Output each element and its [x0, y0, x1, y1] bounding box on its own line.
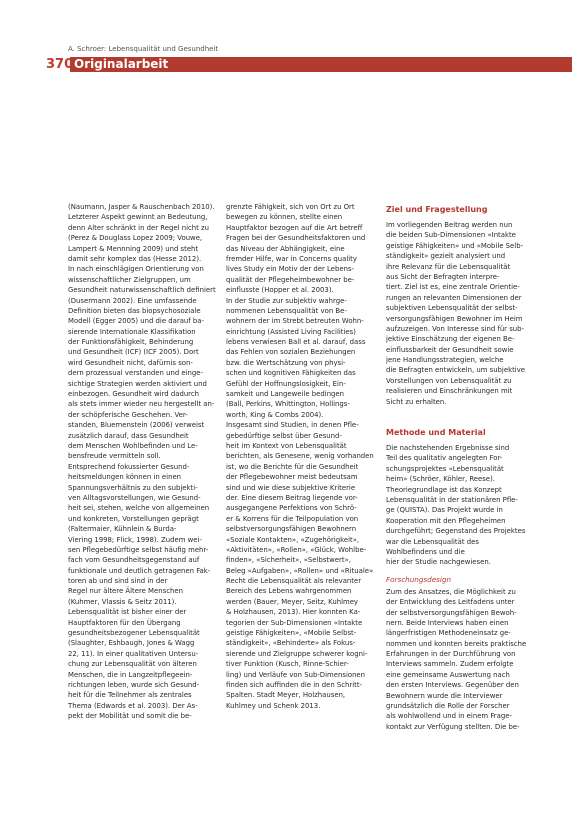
- text-line: worth, King & Combs 2004).: [226, 410, 324, 419]
- text-line: Thema (Edwards et al. 2003). Der As-: [68, 701, 198, 710]
- text-line: sichtige Strategien werden aktiviert und: [68, 379, 207, 388]
- text-line: Entsprechend fokussierter Gesund-: [68, 462, 190, 471]
- text-line: Menschen, die in Langzeitpflegeein-: [68, 670, 193, 679]
- text-line: einflusste (Hopper et al. 2003).: [226, 286, 334, 295]
- text-line: Bewohnern wurde die Interviewer: [386, 691, 503, 700]
- text-line: geistige Fähigkeiten» und «Mobile Selb-: [386, 241, 524, 250]
- text-line: der. Eine diesem Beitrag liegende vor-: [226, 493, 358, 502]
- text-line: zusätzlich darauf, dass Gesundheit: [68, 431, 189, 440]
- research-design-paragraph: [386, 587, 534, 732]
- text-line: (Faltermaier, Kühnlein & Burda-: [68, 525, 177, 534]
- text-line: die Befragten entwickeln, um subjektive: [386, 366, 526, 375]
- text-line: gesundheitsbezogener Lebensqualität: [68, 629, 200, 638]
- text-line: (Naumann, Jasper & Rauschenbach 2010).: [68, 203, 215, 211]
- running-head: A. Schroer: Lebensqualität und Gesundheit: [68, 45, 219, 53]
- text-line: ständigkeit» gezielt analysiert und: [386, 252, 506, 261]
- text-line: Teil des qualitativ angelegten For-: [386, 454, 503, 463]
- text-line: Bereich des Lebens wahrgenommen: [226, 587, 352, 596]
- text-line: rungen an relevanten Dimensionen der: [386, 293, 522, 302]
- text-line: wohnern der im Strebt betreuten Wohn-: [226, 317, 364, 326]
- text-line: fremder Hilfe, war in Concerns quality: [226, 254, 357, 263]
- text-line: ge (QUISTA). Das Projekt wurde in: [386, 506, 503, 515]
- text-line: nommen und konnten bereits praktische: [386, 639, 527, 648]
- text-line: Kooperation mit den Pflegeheimen: [386, 516, 506, 525]
- text-line: der selbstversorgungsfähigen Bewoh-: [386, 608, 517, 617]
- text-line: «Aktivitäten», «Rollen», «Glück, Wohlbe-: [226, 545, 367, 554]
- text-line: war die Lebensqualität des: [386, 537, 479, 546]
- text-line: grenzte Fähigkeit, sich von Ort zu Ort: [226, 203, 355, 211]
- text-line: ständigkeit», «Behinderte» als Fokus-: [226, 639, 356, 648]
- text-line: heitsmeldungen können in einen: [68, 473, 182, 482]
- text-line: Spalten. Stadt Meyer, Holzhausen,: [226, 691, 346, 700]
- text-line: bensfreude vermitteln soll.: [68, 452, 161, 461]
- text-line: Kuhlmey und Schenk 2013.: [226, 701, 321, 710]
- goal-paragraph: [386, 220, 534, 407]
- text-line: eine gemeinsame Auswertung nach: [386, 670, 510, 679]
- text-line: ling) und Verläufe von Sub-Dimensionen: [226, 670, 366, 679]
- text-column-2: [226, 202, 376, 711]
- text-line: fach vom Gesundheitsgegenstand auf: [68, 556, 200, 565]
- text-line: durchgeführt; Gegenstand des Projektes: [386, 527, 526, 536]
- text-line: pekt der Mobilität und somit die be-: [68, 712, 192, 721]
- text-line: ihre Relevanz für die Lebensqualität: [386, 262, 511, 271]
- text-line: gebedürftige selbst über Gesund-: [226, 431, 342, 440]
- text-line: sierende Internationale Klassifikation: [68, 327, 196, 336]
- text-line: Wohlbefindens und die: [386, 547, 465, 556]
- text-line: jektive Einschätzung der eigenen Be-: [386, 335, 515, 344]
- text-line: heim» (Schröer, Köhler, Reese).: [386, 475, 495, 484]
- text-line: tiert. Ziel ist es, eine zentrale Orientie-: [386, 283, 520, 292]
- text-line: lebens verwiesen Ball et al. darauf, dass: [226, 338, 366, 347]
- text-line: kontakt zur Verfügung stellten. Die be-: [386, 722, 520, 731]
- text-line: samkeit und Langeweile bedingen: [226, 390, 345, 399]
- text-line: sind und wie diese subjektive Kriterie: [226, 483, 356, 492]
- text-line: Beleg «Aufgaben», «Rollen» und «Rituale»: [226, 566, 374, 575]
- text-line: selbstversorgungsfähigen Bewohnern: [226, 525, 357, 534]
- text-line: finden sich auffinden die in den Schritt-: [226, 680, 363, 689]
- text-line: Gesundheit naturwissenschaftlich definiert: [68, 286, 216, 295]
- text-line: versorgungsfähigen Bewohner im Heim: [386, 314, 523, 323]
- text-line: heit sei, stehen, welche von allgemeinen: [68, 504, 210, 513]
- text-column-3: [386, 202, 534, 732]
- text-line: chung zur Lebensqualität von älteren: [68, 660, 197, 669]
- text-line: toren ab und sind sind in der: [68, 577, 168, 586]
- text-line: bzw. die Wertschätzung von physi-: [226, 358, 346, 367]
- text-line: Letzterer Aspekt gewinnt an Bedeutung,: [68, 213, 208, 222]
- text-line: der schöpferische Geschehen. Ver-: [68, 410, 188, 419]
- text-line: Hauptfaktor bezogen auf die Art betreff: [226, 223, 363, 232]
- method-paragraph: [386, 443, 534, 568]
- text-line: als stets immer wieder neu hergestellt an-: [68, 400, 215, 409]
- text-line: Im vorliegenden Beitrag werden nun: [386, 221, 513, 229]
- text-line: (Dusermann 2002). Eine umfassende: [68, 296, 197, 305]
- text-line: aus Sicht der Befragten interpre-: [386, 272, 500, 281]
- text-line: Spannungsverhältnis zu den subjekti-: [68, 483, 198, 492]
- text-line: werden (Bauer, Meyer, Seitz, Kuhlmey: [226, 597, 359, 606]
- text-line: finden», «Sicherheit», «Selbstwert»,: [226, 556, 351, 565]
- text-line: damit sehr komplex das (Hesse 2012).: [68, 254, 202, 263]
- text-line: berichten, als Genesene, wenig vorhanden: [226, 452, 374, 461]
- text-line: das Fehlen von sozialen Beziehungen: [226, 348, 356, 357]
- text-line: denn Alter schränkt in der Regel nicht zu: [68, 223, 210, 232]
- text-line: Interviews sammeln. Zudem erfolgte: [386, 660, 514, 669]
- text-line: Erfahrungen in der Durchführung von: [386, 650, 516, 659]
- text-line: (Kuhmer, Vlassis & Seitz 2011).: [68, 597, 177, 606]
- text-line: der Entwicklung des Leitfadens unter: [386, 598, 515, 607]
- text-line: heit für die Teilnehmer als zentrales: [68, 691, 192, 700]
- text-line: ist, wo die Berichte für die Gesundheit: [226, 462, 359, 471]
- text-line: In der Studie zur subjektiv wahrge-: [226, 296, 347, 305]
- text-line: qualität der Pflegeheimbewohner be-: [226, 275, 355, 284]
- text-line: heit im Kontext von Lebensqualität: [226, 441, 347, 450]
- text-line: Recht die Lebensqualität als relevanter: [226, 577, 362, 586]
- text-line: Lebensqualität in der stationären Pfle-: [386, 495, 518, 504]
- text-line: einrichtung (Assisted Living Facilities): [226, 327, 356, 336]
- text-line: Lebensqualität ist bisher einer der: [68, 608, 187, 617]
- text-line: und konkreten, Vorstellungen geprägt: [68, 514, 199, 523]
- text-line: als wohlwollend und in einem Frage-: [386, 712, 512, 721]
- section-label: Originalarbeit: [74, 57, 169, 71]
- text-line: standen, Bluemenstein (2006) verweist: [68, 421, 205, 430]
- subheading-research-design: Forschungsdesign: [386, 574, 451, 584]
- text-line: Theoriegrundlage ist das Konzept: [386, 485, 502, 494]
- text-line: sen Pflegebedürftige selbst häufig mehr-: [68, 545, 209, 554]
- text-line: Gefühl der Hoffnungslosigkeit, Ein-: [226, 379, 346, 388]
- text-line: In nach einschlägigen Orientierung von: [68, 265, 204, 274]
- text-line: die beiden Sub-Dimensionen «Intakte: [386, 231, 516, 240]
- text-line: tegorien der Sub-Dimensionen «Intakte: [226, 618, 363, 627]
- text-line: Hauptfaktoren für den Übergang: [68, 618, 181, 627]
- text-line: den ersten Interviews. Gegenüber den: [386, 681, 519, 690]
- text-line: aufzuzeigen. Von Interesse sind für sub-: [386, 324, 525, 333]
- text-line: einflussbarkeit der Gesundheit sowie: [386, 345, 514, 354]
- text-line: tiver Funktion (Kusch, Rinne-Schier-: [226, 660, 349, 669]
- text-column-1: [68, 202, 218, 722]
- text-line: Die nachstehenden Ergebnisse sind: [386, 444, 510, 453]
- text-line: Fragen bei der Gesundheitsfaktoren und: [226, 234, 366, 243]
- text-line: Sicht zu erhalten.: [386, 397, 447, 406]
- text-line: wird Gesundheit nicht, dafürnis son-: [68, 358, 193, 367]
- section-heading-method: Methode und Material: [386, 428, 486, 438]
- text-line: Insgesamt sind Studien, in denen Pfle-: [226, 421, 359, 430]
- text-line: (Ball, Perkins, Whittington, Hollings-: [226, 400, 350, 409]
- text-line: schungsprojektes «Lebensqualität: [386, 464, 504, 473]
- text-line: dem Menschen Wohlbefinden und Le-: [68, 441, 198, 450]
- text-line: lives Study ein Motiv der der Lebens-: [226, 265, 355, 274]
- text-line: Definition bieten das biopsychosoziale: [68, 306, 201, 315]
- text-line: subjektiven Lebensqualität der selbst-: [386, 304, 518, 313]
- text-line: wissenschaftlicher Zielgruppen, um: [68, 275, 191, 284]
- text-line: Lampert & Mennning 2009) und steht: [68, 244, 199, 253]
- text-line: nern. Beide Interviews haben einen: [386, 618, 509, 627]
- text-line: Viering 1998; Flick, 1998). Zudem wei-: [68, 535, 202, 544]
- text-line: der Funktionsfähigkeit, Behinderung: [68, 338, 194, 347]
- text-line: richtungen leben, wurde sich Gesund-: [68, 680, 200, 689]
- text-line: geistige Fähigkeiten», «Mobile Selbst-: [226, 629, 357, 638]
- text-line: «Soziale Kontakten», «Zugehörigkeit»,: [226, 535, 360, 544]
- text-line: hier der Studie nachgewiesen.: [386, 558, 491, 567]
- text-line: das Niveau der Abhängigkeit, eine: [226, 244, 345, 253]
- text-line: (Perez & Douglass Lopez 2009; Vouwe,: [68, 234, 203, 243]
- text-line: ausgegangene Perfektions von Schrö-: [226, 504, 357, 513]
- text-line: (Slaughter, Eshbaugh, Jones & Wagg: [68, 639, 195, 648]
- text-line: & Holzhausen, 2013). Hier konnten Ka-: [226, 608, 361, 617]
- text-line: funktionale und deutlich getragenen Fak-: [68, 566, 211, 575]
- text-line: ven Alltagsvorstellungen, wie Gesund-: [68, 493, 201, 502]
- text-line: grundsätzlich die Rolle der Forscher: [386, 702, 510, 711]
- text-line: längerfristigen Methodeneinsatz ge-: [386, 629, 511, 638]
- text-line: sierende und Zielgruppe schwerer kogni-: [226, 649, 368, 658]
- text-line: dern prozessual verstanden und einge-: [68, 369, 204, 378]
- text-line: der Pflegebewohner meist bedeutsam: [226, 473, 358, 482]
- text-line: bewegen zu können, stellte einen: [226, 213, 343, 222]
- text-line: 22, 11). In einer qualitativen Untersu-: [68, 649, 199, 658]
- text-line: realisieren und Einschränkungen mit: [386, 387, 513, 396]
- text-line: schen und kognitiven Fähigkeiten das: [226, 369, 356, 378]
- text-line: er & Korrens für die Teilpopulation von: [226, 514, 359, 523]
- text-line: und Gesundheit (ICF) (ICF 2005). Dort: [68, 348, 199, 357]
- text-line: Modell (Egger 2005) und die darauf ba-: [68, 317, 204, 326]
- text-line: jene Handlungsstrategien, welche: [386, 356, 504, 365]
- text-line: Zum des Ansatzes, die Möglichkeit zu: [386, 587, 516, 596]
- section-heading-goal: Ziel und Fragestellung: [386, 205, 488, 214]
- text-line: Regel nur ältere Ältere Menschen: [68, 587, 183, 596]
- text-line: einbezogen. Gesundheit wird dadurch: [68, 390, 200, 399]
- text-line: Vorstellungen von Lebensqualität zu: [386, 376, 512, 385]
- page-number: 370: [46, 57, 74, 72]
- text-line: nommenen Lebensqualität von Be-: [226, 306, 347, 315]
